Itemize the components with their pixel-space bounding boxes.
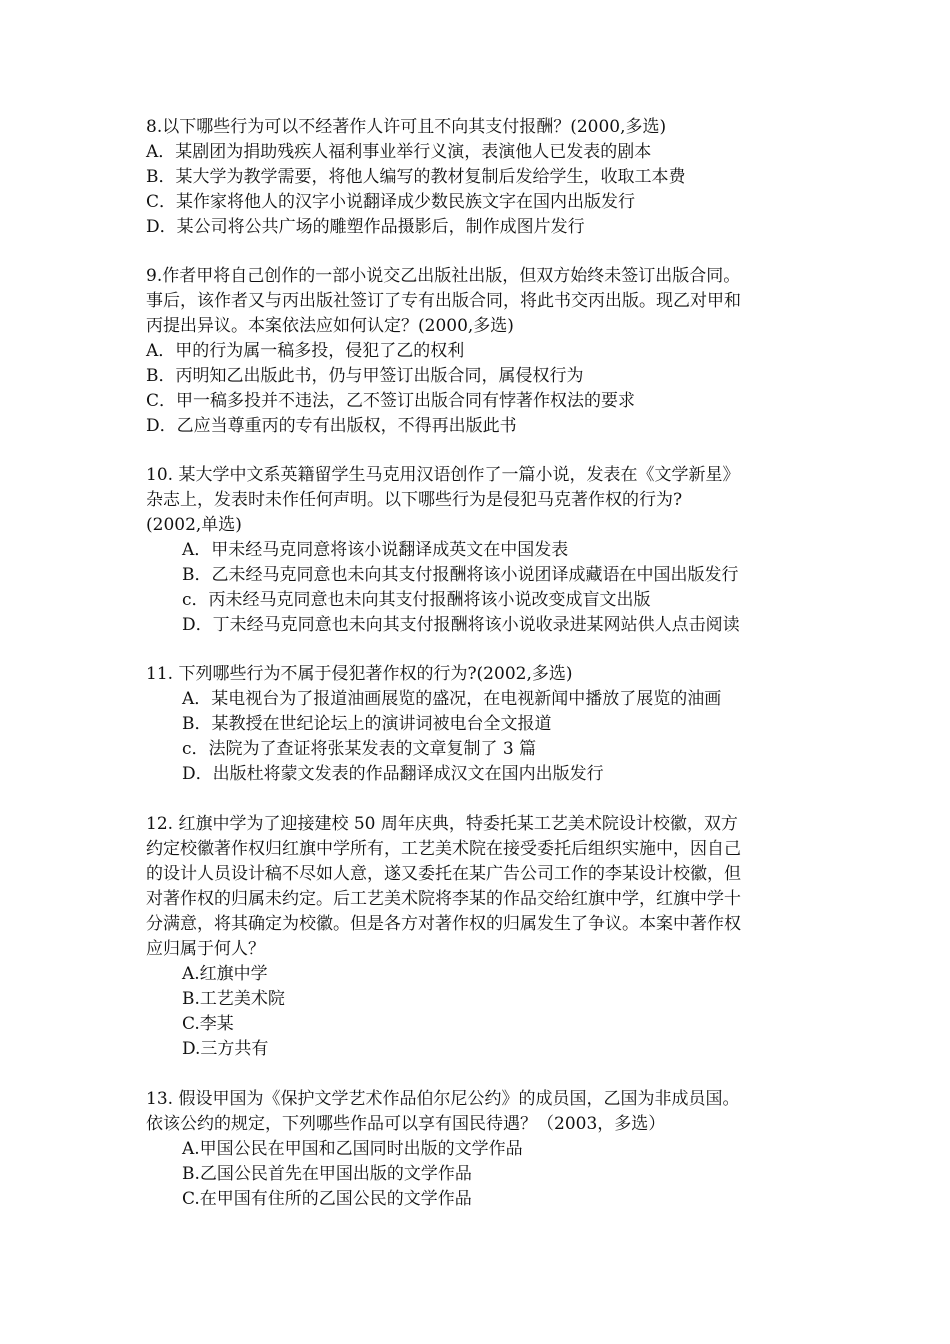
question-option: C．甲一稿多投并不违法，乙不签订出版合同有悖著作权法的要求 — [146, 391, 636, 411]
question-option: B．丙明知乙出版此书，仍与甲签订出版合同，属侵权行为 — [146, 366, 584, 386]
question-text-line: 8.以下哪些行为可以不经著作人许可且不向其支付报酬？(2000,多选) — [146, 117, 667, 137]
question-option: c．丙未经马克同意也未向其支付报酬将该小说改变成盲文出版 — [182, 590, 651, 610]
question-text-line: 12. 红旗中学为了迎接建校 50 周年庆典，特委托某工艺美术院设计校徽，双方 — [146, 814, 738, 834]
question-text-line: 9.作者甲将自己创作的一部小说交乙出版社出版，但双方始终未签订出版合同。 — [146, 266, 741, 286]
question-text-line: 应归属于何人？ — [146, 939, 265, 959]
question-option: B.工艺美术院 — [182, 989, 285, 1009]
question-option: C.在甲国有住所的乙国公民的文学作品 — [182, 1189, 472, 1209]
question-option: D．出版杜将蒙文发表的作品翻译成汉文在国内出版发行 — [182, 764, 604, 784]
question-option: c．法院为了查证将张某发表的文章复制了 3 篇 — [182, 739, 537, 759]
question-text-line: 13. 假设甲国为《保护文学艺术作品伯尔尼公约》的成员国，乙国为非成员国。 — [146, 1089, 740, 1109]
question-option: A.甲国公民在甲国和乙国同时出版的文学作品 — [182, 1139, 523, 1159]
question-option: B．乙未经马克同意也未向其支付报酬将该小说团译成藏语在中国出版发行 — [182, 565, 739, 585]
question-option: D．丁未经马克同意也未向其支付报酬将该小说收录进某网站供人点击阅读 — [182, 615, 740, 635]
question-text-line: 10. 某大学中文系英籍留学生马克用汉语创作了一篇小说，发表在《文学新星》 — [146, 465, 740, 485]
question-text-line: 分满意，将其确定为校徽。但是各方对著作权的归属发生了争议。本案中著作权 — [146, 914, 741, 934]
question-text-line: 丙提出异议。本案依法应如何认定？(2000,多选) — [146, 316, 514, 336]
question-option: D.三方共有 — [182, 1039, 269, 1059]
question-option: A．某电视台为了报道油画展览的盛况，在电视新闻中播放了展览的油画 — [182, 689, 722, 709]
question-text-line: 依该公约的规定，下列哪些作品可以享有国民待遇？（2003，多选） — [146, 1114, 666, 1134]
question-option: A．某剧团为捐助残疾人福利事业举行义演，表演他人已发表的剧本 — [146, 142, 652, 162]
question-option: C．某作家将他人的汉字小说翻译成少数民族文字在国内出版发行 — [146, 192, 636, 212]
question-text-line: 11. 下列哪些行为不属于侵犯著作权的行为?(2002,多选) — [146, 664, 573, 684]
question-text-line: 杂志上，发表时未作任何声明。以下哪些行为是侵犯马克著作权的行为? — [146, 490, 683, 510]
question-text-line: 的设计人员设计稿不尽如人意，遂又委托在某广告公司工作的李某设计校徽，但 — [146, 864, 741, 884]
question-option: D．乙应当尊重丙的专有出版权，不得再出版此书 — [146, 416, 517, 436]
question-option: D．某公司将公共广场的雕塑作品摄影后，制作成图片发行 — [146, 217, 585, 237]
question-option: A．甲未经马克同意将该小说翻译成英文在中国发表 — [182, 540, 569, 560]
question-option: C.李某 — [182, 1014, 234, 1034]
question-text-line: 约定校徽著作权归红旗中学所有，工艺美术院在接受委托后组织实施中，因自己 — [146, 839, 741, 859]
question-option: B.乙国公民首先在甲国出版的文学作品 — [182, 1164, 472, 1184]
question-text-line: 对著作权的归属未约定。后工艺美术院将李某的作品交给红旗中学，红旗中学十 — [146, 889, 741, 909]
question-option: A．甲的行为属一稿多投，侵犯了乙的权利 — [146, 341, 465, 361]
question-option: B．某大学为教学需要，将他人编写的教材复制后发给学生，收取工本费 — [146, 167, 686, 187]
question-text-line: 事后，该作者又与丙出版社签订了专有出版合同，将此书交丙出版。现乙对甲和 — [146, 291, 741, 311]
question-text-line: (2002,单选) — [146, 515, 242, 535]
question-option: A.红旗中学 — [182, 964, 268, 984]
question-option: B．某教授在世纪论坛上的演讲词被电台全文报道 — [182, 714, 552, 734]
